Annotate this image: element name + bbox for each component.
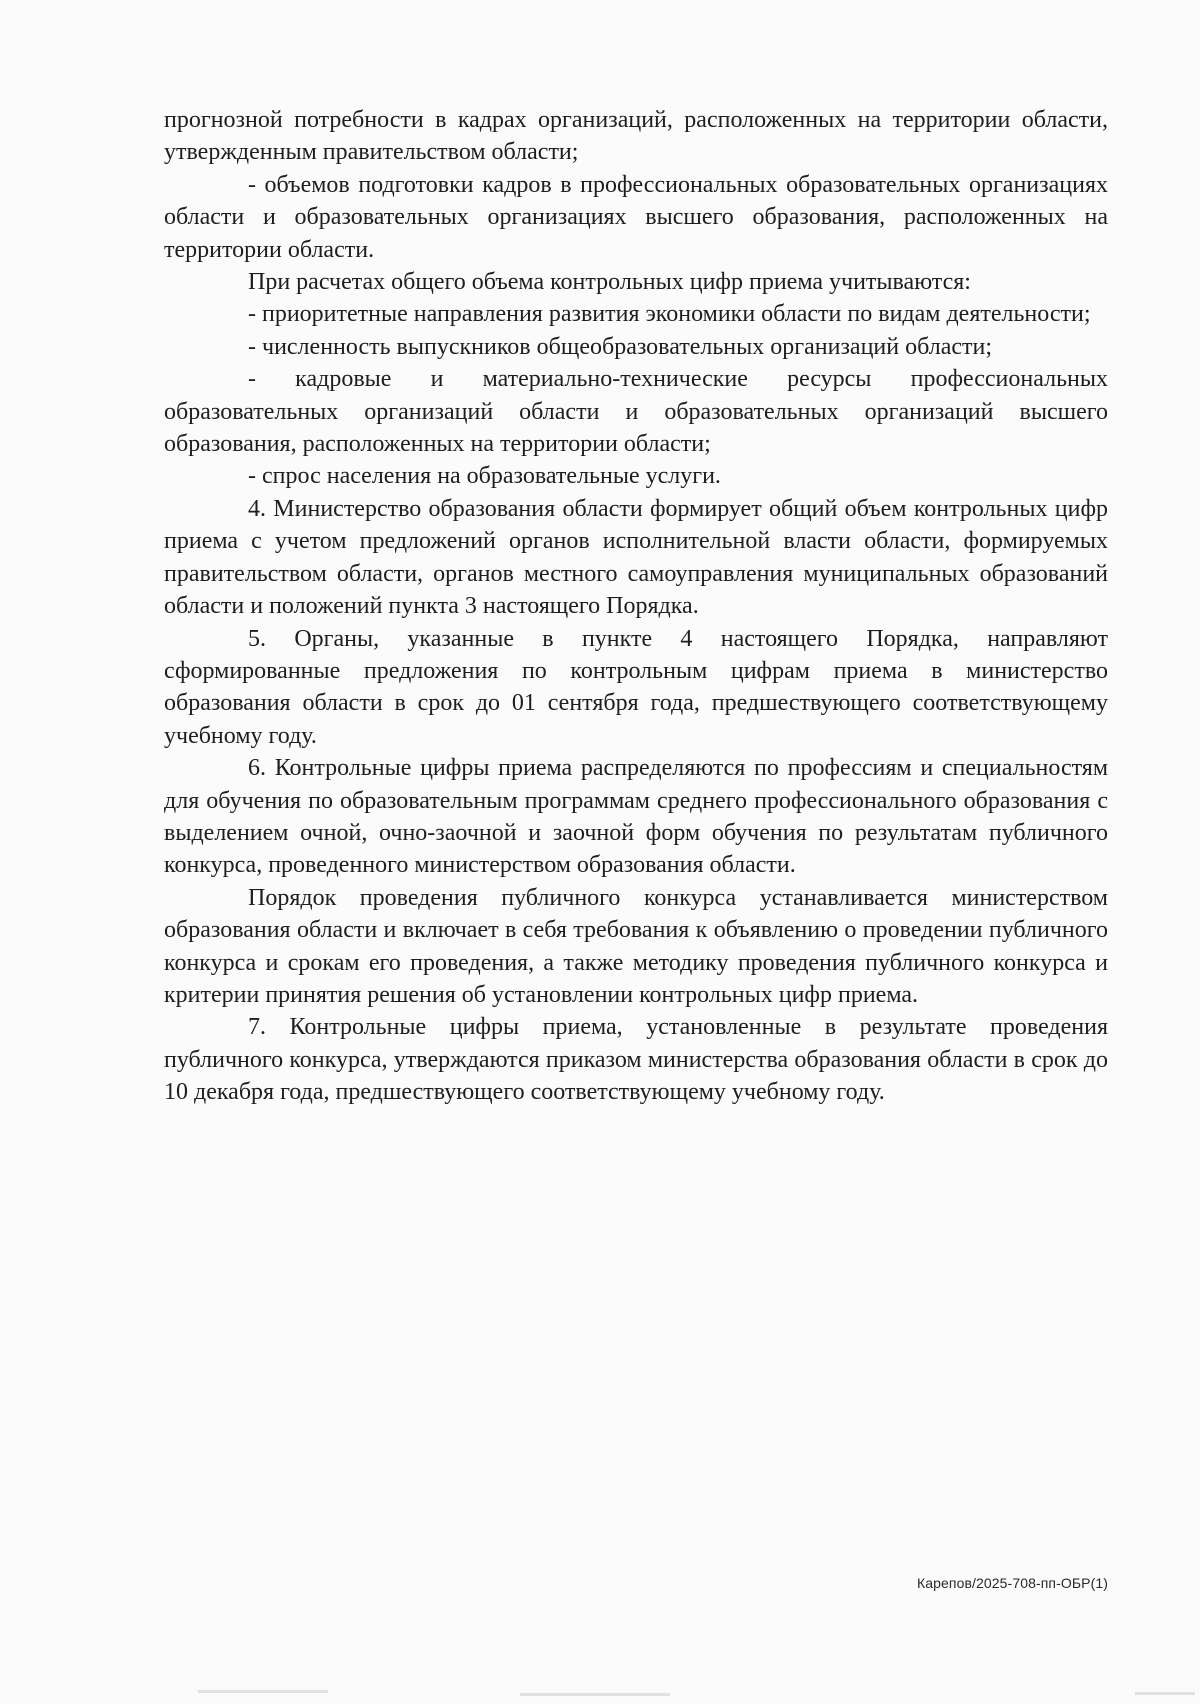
document-footer-code: Карепов/2025-708-пп-ОБР(1) — [917, 1575, 1108, 1591]
paragraph: - объемов подготовки кадров в профессиональных образовательных организациях области и образовательных организациях высшего образования, расположенных на территории области. — [164, 171, 1108, 263]
paragraph: 7. Контрольные цифры приема, установленные в результате проведения публичного конкурса, утверждаются приказом министерства образования области в срок до 10 декабря года, предшествующего соответствующему учебному году. — [164, 1014, 1108, 1106]
paragraph: прогнозной потребности в кадрах организаций, расположенных на территории области, утвержденным правительством области; — [164, 107, 1108, 166]
paragraph: - спрос населения на образовательные услуги. — [248, 463, 721, 490]
paragraph: - кадровые и материально-технические ресурсы профессиональных образовательных организаций области и образовательных организаций высшего образования, расположенных на территории области; — [164, 366, 1108, 458]
paragraph: Порядок проведения публичного конкурса устанавливается министерством образования области и включает в себя требования к объявлению о проведении публичного конкурса и срокам его проведения, а также методику проведения публичного конкурса и критерии принятия решения об установлении контрольных цифр приема. — [164, 884, 1108, 1008]
paragraph: При расчетах общего объема контрольных цифр приема учитываются: — [248, 269, 971, 296]
scan-artifact — [1135, 1692, 1195, 1695]
paragraph: 5. Органы, указанные в пункте 4 настоящего Порядка, направляют сформированные предложения по контрольным цифрам приема в министерство образования области в срок до 01 сентября года, предшествующего соответствующему учебному году. — [164, 625, 1108, 749]
document-body — [164, 104, 1108, 1109]
scan-artifact — [198, 1690, 328, 1693]
paragraph: 6. Контрольные цифры приема распределяются по профессиям и специальностям для обучения по образовательным программам среднего профессионального образования с выделением очной, очно-заочной и заочной форм обучения по результатам публичного конкурса, проведенного министерством образования области. — [164, 755, 1108, 879]
paragraph: - приоритетные направления развития экономики области по видам деятельности; — [248, 301, 1091, 328]
paragraph: 4. Министерство образования области формирует общий объем контрольных цифр приема с учетом предложений органов исполнительной власти области, формируемых правительством области, органов местного самоуправления муниципальных образований области и положений пункта 3 настоящего Порядка. — [164, 495, 1108, 620]
scan-artifact — [520, 1693, 670, 1696]
paragraph: - численность выпускников общеобразовательных организаций области; — [248, 333, 992, 360]
